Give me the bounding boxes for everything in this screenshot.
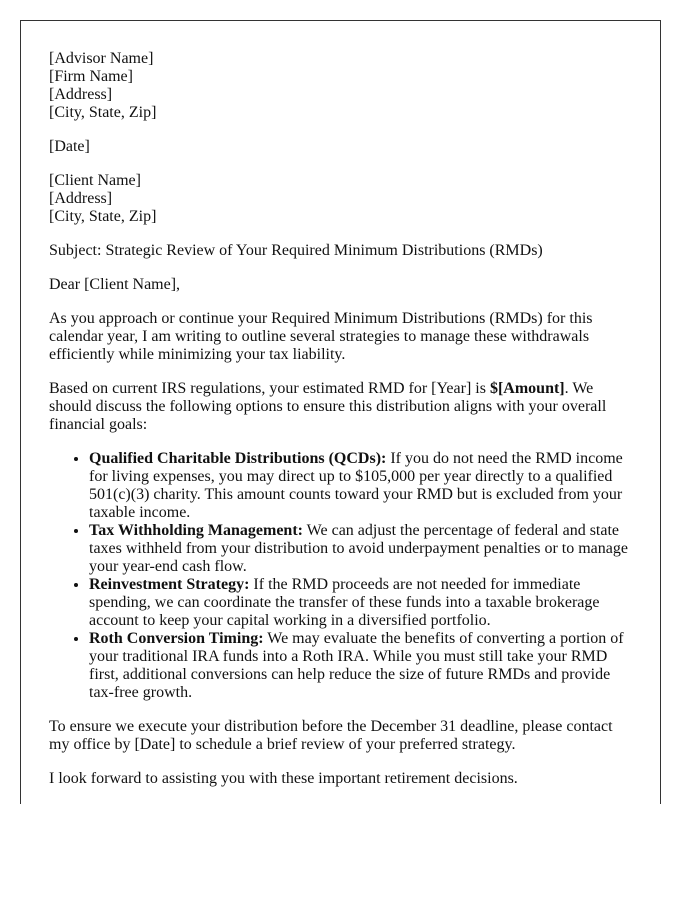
sender-city: [City, State, Zip] — [49, 104, 157, 121]
option-item — [89, 450, 632, 522]
estimate-paragraph — [49, 380, 632, 434]
estimate-text: Based on current IRS regulations, your estimated RMD for [Year] is — [49, 380, 490, 397]
option-title: Reinvestment Strategy: — [89, 576, 250, 593]
salutation: Dear [Client Name], — [49, 276, 181, 293]
sender-street: [Address] — [49, 86, 113, 103]
sender-firm: [Firm Name] — [49, 68, 133, 85]
option-text: We may evaluate the benefits of converting a portion of your traditional IRA funds into a Roth IRA. While you must still take your RMD first, additional conversions can help reduce the size of future RMDs and provide tax-free growth. — [89, 630, 624, 701]
recipient-name: [Client Name] — [49, 172, 141, 189]
option-item — [89, 522, 632, 576]
option-text: If you do not need the RMD income for living expenses, you may direct up to $105,000 per year directly to a qualified 501(c)(3) charity. This amount counts toward your RMD but is excluded from your taxable income. — [89, 450, 623, 521]
recipient-street: [Address] — [49, 190, 113, 207]
deadline-paragraph: To ensure we execute your distribution before the December 31 deadline, please contact my office by [Date] to schedule a brief review of your preferred strategy. — [49, 718, 613, 753]
sender-name: [Advisor Name] — [49, 50, 154, 67]
intro-paragraph: As you approach or continue your Required Minimum Distributions (RMDs) for this calendar year, I am writing to outline several strategies to manage these withdrawals efficiently while minimizing your tax liability. — [49, 310, 593, 363]
option-text: We can adjust the percentage of federal and state taxes withheld from your distribution to avoid underpayment penalties or to manage your year-end cash flow. — [89, 522, 628, 575]
sender-address — [49, 50, 632, 122]
letter-date: [Date] — [49, 138, 90, 155]
recipient-city: [City, State, Zip] — [49, 208, 157, 225]
option-title: Roth Conversion Timing: — [89, 630, 264, 647]
options-list — [49, 450, 632, 702]
estimate-text-end: . We should discuss the following options to ensure this distribution aligns with your overall financial goals: — [49, 380, 607, 433]
recipient-address — [49, 172, 632, 226]
subject-line: Subject: Strategic Review of Your Required Minimum Distributions (RMDs) — [49, 242, 543, 259]
letter-page — [20, 20, 661, 804]
option-item — [89, 576, 632, 630]
option-item — [89, 630, 632, 702]
rmd-amount: $[Amount] — [489, 380, 565, 397]
option-title: Tax Withholding Management: — [89, 522, 303, 539]
closing-paragraph: I look forward to assisting you with these important retirement decisions. — [49, 770, 518, 787]
option-text: If the RMD proceeds are not needed for immediate spending, we can coordinate the transfer of these funds into a taxable brokerage account to keep your capital working in a diversified portfolio. — [89, 576, 600, 629]
option-title: Qualified Charitable Distributions (QCDs): — [89, 450, 387, 467]
